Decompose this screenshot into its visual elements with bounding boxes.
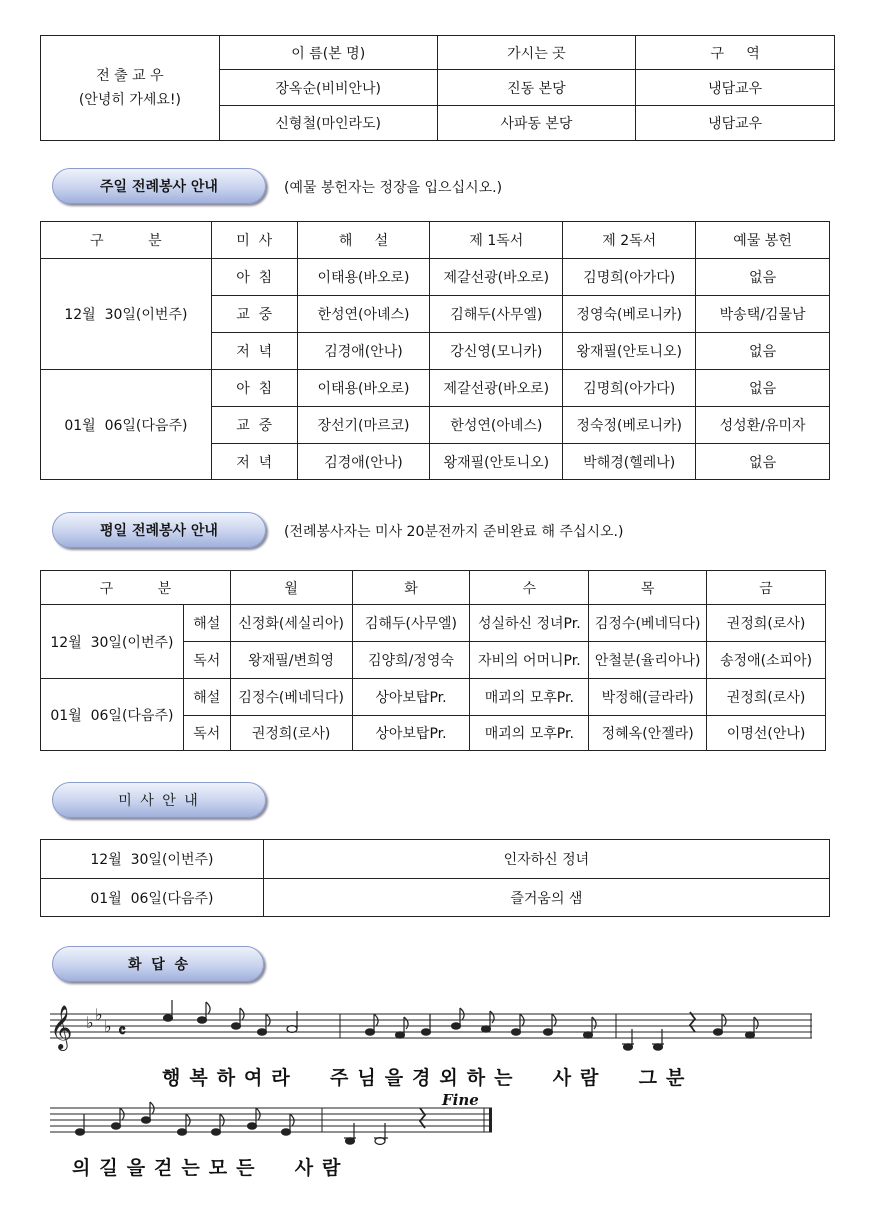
weekday-note: (전례봉사자는 미사 20분전까지 준비완료 해 주십시오.): [284, 524, 624, 540]
sunday-mass-time: 아 침: [211, 370, 297, 407]
sunday-cell: 박송택/김물남: [696, 296, 830, 333]
weekday-cell: 자비의 어머니Pr.: [470, 642, 589, 679]
sunday-cell: 제갈선광(바오로): [430, 259, 563, 296]
weekday-cell: 김정수(베네딕다): [589, 605, 707, 642]
sunday-cell: 성성환/유미자: [696, 407, 830, 444]
departed-cell: 진동 본당: [437, 70, 636, 106]
sunday-mass-time: 교 중: [211, 296, 297, 333]
weekday-cell: 상아보탑Pr.: [352, 716, 470, 751]
departed-header-area: 구 역: [636, 36, 835, 70]
weekday-cell: 이명선(안나): [707, 716, 826, 751]
weekday-header: 월: [230, 571, 352, 605]
sunday-mass-time: 저 녁: [211, 444, 297, 480]
psalm-lyrics-line2: 의길을걷는모든 사람: [72, 1157, 350, 1179]
sunday-cell: 한성연(아녜스): [297, 296, 430, 333]
weekday-cell: 안철분(율리아나): [589, 642, 707, 679]
weekday-header: 화: [352, 571, 470, 605]
sunday-cell: 없음: [696, 259, 830, 296]
psalm-lyrics-line1: 행복하여라 주님을경외하는 사람 그분: [162, 1067, 694, 1089]
sunday-cell: 왕재필(안토니오): [430, 444, 563, 480]
sunday-header: 예물 봉헌: [696, 222, 830, 259]
sunday-cell: 정영숙(베로니카): [563, 296, 696, 333]
weekday-cell: 권정희(로사): [707, 679, 826, 716]
mass-table: [40, 839, 830, 917]
psalm-section-title: 화 답 송: [52, 946, 264, 982]
mass-date: 01월 06일(다음주): [41, 879, 264, 917]
sunday-header: 제 1독서: [430, 222, 563, 259]
sunday-cell: 장선기(마르코): [297, 407, 430, 444]
weekday-cell: 송정애(소피아): [707, 642, 826, 679]
sunday-section-title: 주일 전례봉사 안내: [52, 168, 266, 204]
sunday-cell: 박해경(헬레나): [563, 444, 696, 480]
weekday-role: 독서: [183, 642, 230, 679]
sunday-cell: 김경애(안나): [297, 444, 430, 480]
departed-cell: 냉담교우: [636, 70, 835, 106]
weekday-cell: 신정화(세실리아): [230, 605, 352, 642]
weekday-cell: 매괴의 모후Pr.: [470, 716, 589, 751]
weekday-cell: 김해두(사무엘): [352, 605, 470, 642]
weekday-date: 01월 06일(다음주): [41, 679, 184, 751]
weekday-cell: 권정희(로사): [707, 605, 826, 642]
weekday-cell: 박정해(글라라): [589, 679, 707, 716]
sunday-mass-time: 저 녁: [211, 333, 297, 370]
weekday-header: 금: [707, 571, 826, 605]
sunday-date: 12월 30일(이번주): [41, 259, 212, 370]
mass-title-cell: 인자하신 정녀: [263, 840, 829, 879]
sunday-cell: 없음: [696, 444, 830, 480]
sunday-header: 구 분: [41, 222, 212, 259]
departed-cell: 신형철(마인라도): [219, 106, 437, 141]
sunday-date: 01월 06일(다음주): [41, 370, 212, 480]
weekday-role: 해설: [183, 605, 230, 642]
sunday-cell: 이태용(바오로): [297, 370, 430, 407]
svg-text:𝄞: 𝄞: [50, 1005, 73, 1049]
sunday-cell: 김명희(아가다): [563, 370, 696, 407]
weekday-role: 독서: [183, 716, 230, 751]
departed-header-name: 이 름(본 명): [219, 36, 437, 70]
weekday-cell: 권정희(로사): [230, 716, 352, 751]
sunday-mass-time: 교 중: [211, 407, 297, 444]
sunday-mass-time: 아 침: [211, 259, 297, 296]
departed-table: [40, 35, 835, 141]
weekday-date: 12월 30일(이번주): [41, 605, 184, 679]
sunday-header: 미 사: [211, 222, 297, 259]
sunday-note: (예물 봉헌자는 정장을 입으십시오.): [284, 180, 503, 196]
departed-cell: 사파동 본당: [437, 106, 636, 141]
weekday-section-title: 평일 전례봉사 안내: [52, 512, 266, 548]
weekday-role: 해설: [183, 679, 230, 716]
sunday-header: 제 2독서: [563, 222, 696, 259]
weekday-cell: 상아보탑Pr.: [352, 679, 470, 716]
mass-section-title: 미 사 안 내: [52, 782, 266, 818]
sunday-cell: 제갈선광(바오로): [430, 370, 563, 407]
departed-header-dest: 가시는 곳: [437, 36, 636, 70]
svg-text:♭: ♭: [86, 1013, 94, 1032]
sunday-header: 해 설: [297, 222, 430, 259]
sunday-cell: 김경애(안나): [297, 333, 430, 370]
mass-title-cell: 즐거움의 샘: [263, 879, 829, 917]
sunday-cell: 강신영(모니카): [430, 333, 563, 370]
weekday-cell: 정혜옥(안젤라): [589, 716, 707, 751]
sunday-cell: 없음: [696, 370, 830, 407]
sunday-cell: 이태용(바오로): [297, 259, 430, 296]
weekday-cell: 매괴의 모후Pr.: [470, 679, 589, 716]
weekday-cell: 성실하신 정녀Pr.: [470, 605, 589, 642]
sunday-cell: 김명희(아가다): [563, 259, 696, 296]
departed-label-line2: (안녕히 가세요!): [78, 92, 181, 108]
mass-date: 12월 30일(이번주): [41, 840, 264, 879]
weekday-cell: 김양희/정영숙: [352, 642, 470, 679]
svg-text:♭: ♭: [95, 1005, 103, 1024]
sunday-cell: 정숙정(베로니카): [563, 407, 696, 444]
sunday-cell: 없음: [696, 333, 830, 370]
weekday-table: [40, 570, 826, 751]
weekday-header: 수: [470, 571, 589, 605]
fine-marking: Fine: [442, 1091, 479, 1109]
weekday-header: 구 분: [41, 571, 231, 605]
departed-cell: 냉담교우: [636, 106, 835, 141]
departed-label-line1: 전 출 교 우: [96, 68, 164, 84]
departed-cell: 장옥순(비비안나): [219, 70, 437, 106]
sunday-cell: 한성연(아녜스): [430, 407, 563, 444]
sunday-cell: 왕재필(안토니오): [563, 333, 696, 370]
weekday-cell: 왕재필/변희영: [230, 642, 352, 679]
weekday-cell: 김정수(베네딕다): [230, 679, 352, 716]
sunday-table: [40, 221, 830, 480]
weekday-header: 목: [589, 571, 707, 605]
sunday-cell: 김해두(사무엘): [430, 296, 563, 333]
svg-text:♭: ♭: [104, 1017, 112, 1036]
svg-text:𝄴: 𝄴: [118, 1021, 127, 1042]
departed-label: [41, 36, 220, 141]
